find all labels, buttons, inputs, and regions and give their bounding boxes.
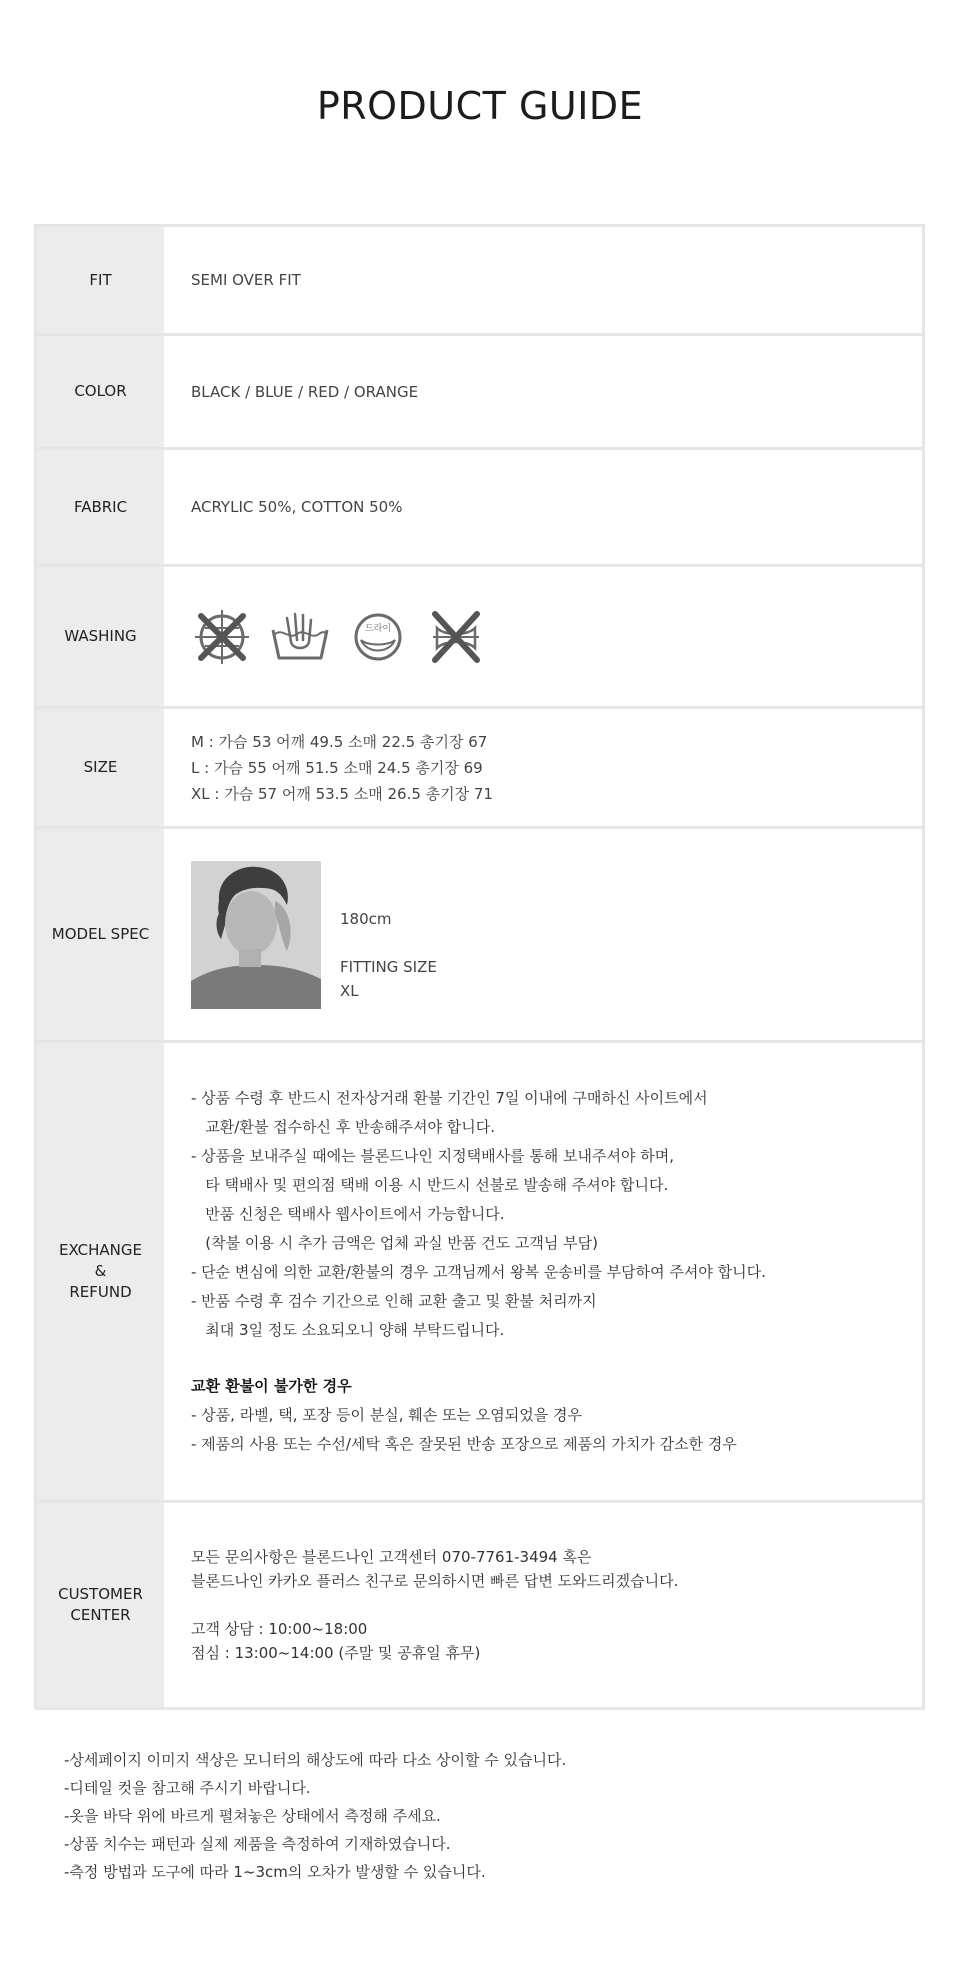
note-item: -디테일 컷을 참고해 주시기 바랍니다. (64, 1779, 311, 1797)
no-refund-line: - 제품의 사용 또는 수선/세탁 혹은 잘못된 반송 포장으로 제품의 가치가 감소한 경우 (191, 1435, 737, 1453)
model-portrait-image (191, 861, 321, 1009)
exchange-line: - 단순 변심에 의한 교환/환불의 경우 고객님께서 왕복 운송비를 부담하여 주셔야 합니다. (191, 1263, 766, 1281)
model-photo (191, 861, 321, 1009)
fabric-label: FABRIC (37, 450, 164, 564)
customer-label (37, 1503, 164, 1707)
exchange-label (37, 1043, 164, 1500)
note-item: -상품 치수는 패턴과 실제 제품을 측정하여 기재하였습니다. (64, 1835, 451, 1853)
size-label: SIZE (37, 709, 164, 826)
product-guide-table (34, 224, 925, 1710)
exchange-row (37, 1043, 922, 1503)
notes-list (64, 1746, 924, 1886)
exchange-line: - 상품 수령 후 반드시 전자상거래 환불 기간인 7일 이내에 구매하신 사이트에서 (191, 1089, 708, 1107)
exchange-line: (착불 이용 시 추가 금액은 업체 과실 반품 건도 고객님 부담) (191, 1234, 598, 1252)
exchange-line: 최대 3일 정도 소요되오니 양해 부탁드립니다. (191, 1321, 505, 1339)
customer-label-line: CENTER (70, 1606, 131, 1624)
exchange-line: - 반품 수령 후 검수 기간으로 인해 교환 출고 및 환불 처리까지 (191, 1292, 597, 1310)
note-item: -측정 방법과 도구에 따라 1~3cm의 오차가 발생할 수 있습니다. (64, 1863, 486, 1881)
no-iron-icon (425, 606, 487, 668)
washing-value (164, 567, 922, 706)
model-label: MODEL SPEC (37, 829, 164, 1040)
customer-line: 블론드나인 카카오 플러스 친구로 문의하시면 빠른 답변 도와드리겠습니다. (191, 1572, 679, 1590)
fit-row (37, 227, 922, 336)
size-line-xl: XL : 가슴 57 어깨 53.5 소매 26.5 총기장 71 (191, 784, 493, 803)
washing-icons (191, 606, 487, 668)
color-value: BLACK / BLUE / RED / ORANGE (191, 382, 419, 401)
color-row (37, 336, 922, 450)
exchange-line: 타 택배사 및 편의점 택배 이용 시 반드시 선불로 발송해 주셔야 합니다. (191, 1176, 669, 1194)
exchange-line: - 상품을 보내주실 때에는 블론드나인 지정택배사를 통해 보내주셔야 하며, (191, 1147, 675, 1165)
customer-label-line: CUSTOMER (58, 1585, 143, 1603)
washing-label: WASHING (37, 567, 164, 706)
fabric-value: ACRYLIC 50%, COTTON 50% (191, 498, 403, 516)
color-label: COLOR (37, 336, 164, 447)
model-row (37, 829, 922, 1043)
hand-wash-icon (269, 606, 331, 668)
customer-line: 모든 문의사항은 블론드나인 고객센터 070-7761-3494 혹은 (191, 1548, 592, 1566)
customer-hours: 고객 상담 : 10:00~18:00 (191, 1620, 368, 1638)
exchange-value (164, 1043, 922, 1500)
no-bleach-icon (191, 606, 253, 668)
size-row (37, 709, 922, 829)
customer-row (37, 1503, 922, 1707)
size-line-m: M : 가슴 53 어깨 49.5 소매 22.5 총기장 67 (191, 732, 488, 751)
exchange-label-line: EXCHANGE (59, 1241, 142, 1259)
exchange-label-line: REFUND (69, 1283, 132, 1301)
dry-clean-label: 드라이 (364, 623, 392, 634)
fit-label: FIT (37, 227, 164, 333)
note-item: -상세페이지 이미지 색상은 모니터의 해상도에 따라 다소 상이할 수 있습니다. (64, 1751, 567, 1769)
model-value (164, 829, 922, 1040)
fit-value: SEMI OVER FIT (191, 271, 301, 289)
model-height: 180cm (340, 909, 392, 928)
page-title: PRODUCT GUIDE (316, 84, 644, 128)
fitting-size-value: XL (340, 981, 359, 1000)
fabric-row (37, 450, 922, 567)
exchange-line: 반품 신청은 택배사 웹사이트에서 가능합니다. (191, 1205, 505, 1223)
note-item: -옷을 바닥 위에 바르게 펼쳐놓은 상태에서 측정해 주세요. (64, 1807, 441, 1825)
fitting-size-label: FITTING SIZE (340, 957, 437, 976)
model-info (340, 867, 437, 1003)
exchange-label-line: & (94, 1262, 107, 1280)
no-refund-line: - 상품, 라벨, 택, 포장 등이 분실, 훼손 또는 오염되었을 경우 (191, 1406, 582, 1424)
size-line-l: L : 가슴 55 어깨 51.5 소매 24.5 총기장 69 (191, 758, 483, 777)
dry-clean-icon (347, 606, 409, 668)
customer-value (164, 1503, 922, 1707)
customer-hours: 점심 : 13:00~14:00 (주말 및 공휴일 휴무) (191, 1644, 481, 1662)
size-value (164, 709, 922, 826)
washing-row (37, 567, 922, 709)
no-refund-title: 교환 환불이 불가한 경우 (191, 1377, 352, 1395)
exchange-line: 교환/환불 접수하신 후 반송해주셔야 합니다. (191, 1118, 496, 1136)
